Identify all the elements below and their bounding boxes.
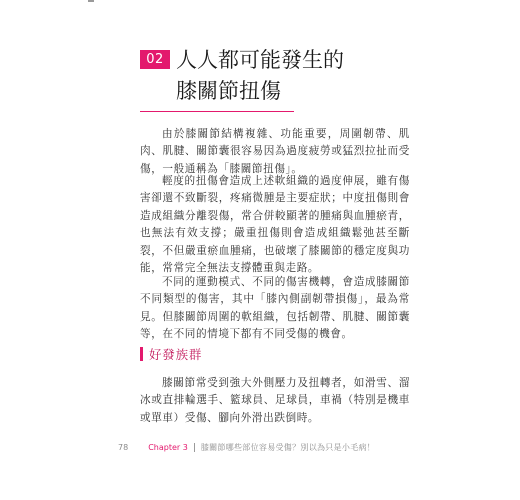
page-top-mark: [88, 0, 94, 2]
section-title-line-2: 膝關節扭傷: [176, 79, 281, 103]
section-title-line-1: 人人都可能發生的: [176, 48, 344, 72]
title-underline: [140, 111, 294, 112]
subheading-accent-bar: [140, 347, 143, 361]
body-paragraph-1: 由於膝關節結構複雜、功能重要，周圍韌帶、肌肉、肌腱、關節囊很容易因為過度疲勞或猛烈拉扯而受傷，一般通稱為「膝關節扭傷」。: [140, 128, 410, 175]
page-number: 78: [118, 442, 129, 452]
subsection-paragraph: 膝關節常受到強大外側壓力及扭轉者，如滑雪、溜冰或直排輪選手、籃球員、足球員，車禍（特別是機車或單車）受傷、腳向外滑出跌倒時。: [140, 377, 410, 424]
chapter-title: 膝關節哪些部位容易受傷？別以為只是小毛病！: [200, 442, 376, 452]
section-number-badge: 02: [140, 50, 170, 69]
subsection-heading-text: 好發族群: [149, 347, 203, 362]
page-footer: [118, 441, 375, 453]
footer-separator: [194, 443, 195, 452]
subsection-heading: [140, 346, 202, 362]
chapter-label: Chapter 3: [148, 442, 188, 452]
body-paragraph-2: 輕度的扭傷會造成上述軟組織的過度伸展，雖有傷害卻還不致斷裂，疼痛微腫是主要症狀；中度扭傷則會造成組織分離裂傷，常合併較顯著的腫痛與血腫瘀青，也無法有效支撐；嚴重扭傷則會造成組織鬆弛甚至斷裂，不但嚴重瘀血腫痛，也破壞了膝關節的穩定度與功能，常常完全無法支撐體重與走路。: [140, 175, 410, 275]
body-paragraph-3: 不同的運動模式、不同的傷害機轉，會造成膝關節不同類型的傷害，其中「膝內側副韌帶損傷」，最為常見。但膝關節周圍的軟組織，包括韌帶、肌腱、關節囊等，在不同的情境下都有不同受傷的機會。: [140, 276, 410, 341]
